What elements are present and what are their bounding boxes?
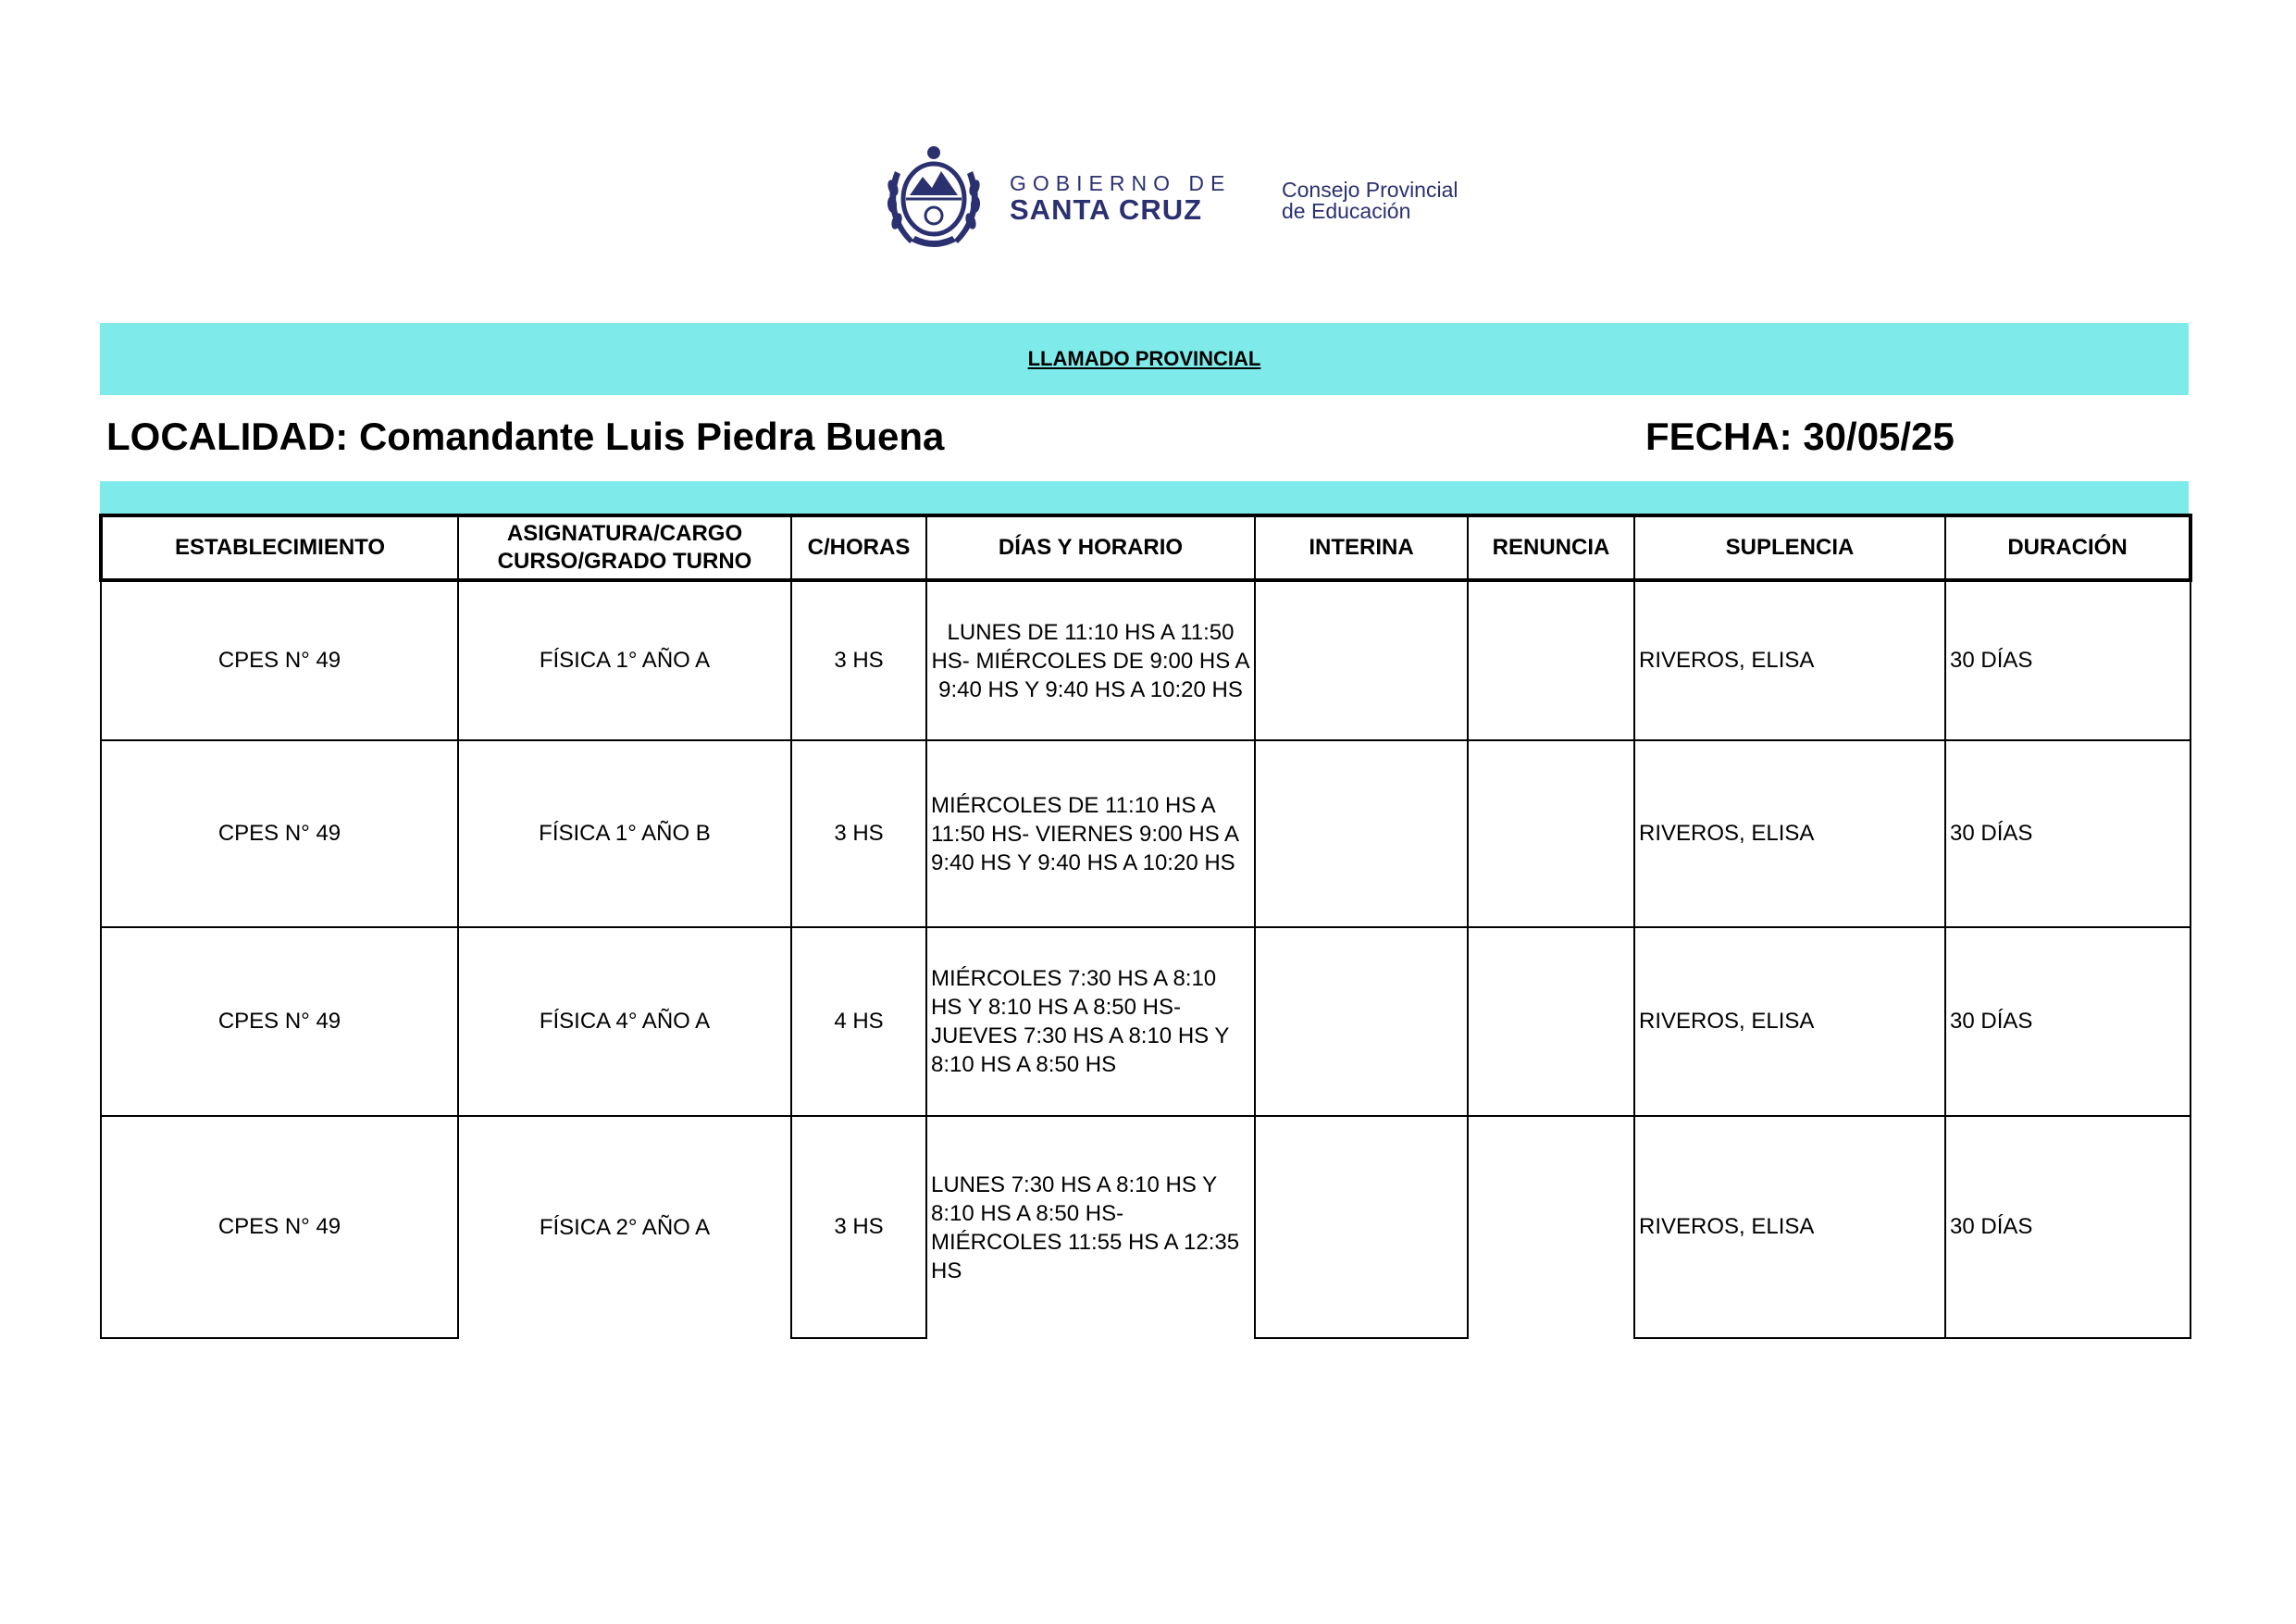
cell-renuncia [1468, 580, 1634, 740]
provincial-seal-icon [884, 143, 984, 253]
cell-establecimiento: CPES N° 49 [101, 580, 458, 740]
title-banner [100, 323, 2189, 395]
col-header-renuncia: RENUNCIA [1468, 515, 1634, 580]
cell-duracion: 30 DÍAS [1945, 927, 2191, 1116]
fecha-heading: FECHA: 30/05/25 [1645, 415, 1955, 458]
cell-duracion: 30 DÍAS [1945, 1116, 2191, 1338]
localidad-heading: LOCALIDAD: Comandante Luis Piedra Buena [106, 415, 945, 458]
table-row [101, 580, 2191, 740]
gobierno-line2: SANTA CRUZ [1010, 193, 1203, 226]
cell-establecimiento: CPES N° 49 [101, 1116, 458, 1338]
cell-interina [1255, 1116, 1468, 1338]
cell-horas: 3 HS [791, 580, 926, 740]
banner-title: LLAMADO PROVINCIAL [1027, 347, 1261, 370]
consejo-line1: Consejo Provincial [1282, 178, 1458, 202]
cell-interina [1255, 740, 1468, 927]
cell-duracion: 30 DÍAS [1945, 740, 2191, 927]
cell-asignatura: FÍSICA 4° AÑO A [458, 927, 791, 1116]
col-header-duracion: DURACIÓN [1945, 515, 2191, 580]
table-row [101, 1116, 2191, 1338]
llamado-table [99, 514, 2192, 1339]
cell-horas: 3 HS [791, 1116, 926, 1338]
cell-dias: LUNES DE 11:10 HS A 11:50 HS- MIÉRCOLES DE 9:00 HS A 9:40 HS Y 9:40 HS A 10:20 HS [926, 580, 1255, 740]
cell-dias: MIÉRCOLES DE 11:10 HS A 11:50 HS- VIERNES 9:00 HS A 9:40 HS Y 9:40 HS A 10:20 HS [926, 740, 1255, 927]
col-header-interina: INTERINA [1255, 515, 1468, 580]
col-header-asignatura: ASIGNATURA/CARGO CURSO/GRADO TURNO [458, 515, 791, 580]
separator-band [100, 481, 2189, 514]
consejo-line2: de Educación [1282, 199, 1411, 223]
cell-duracion: 30 DÍAS [1945, 580, 2191, 740]
cell-interina [1255, 580, 1468, 740]
cell-establecimiento: CPES N° 49 [101, 927, 458, 1116]
table-row [101, 740, 2191, 927]
gobierno-line1: GOBIERNO DE [1010, 171, 1232, 195]
cell-interina [1255, 927, 1468, 1116]
col-header-dias: DÍAS Y HORARIO [926, 515, 1255, 580]
table-row [101, 927, 2191, 1116]
cell-renuncia [1468, 927, 1634, 1116]
cell-asignatura: FÍSICA 2° AÑO A [458, 1116, 791, 1338]
cell-suplencia: RIVEROS, ELISA [1634, 740, 1945, 927]
cell-suplencia: RIVEROS, ELISA [1634, 580, 1945, 740]
cell-horas: 4 HS [791, 927, 926, 1116]
col-header-establecimiento: ESTABLECIMIENTO [101, 515, 458, 580]
cell-dias: MIÉRCOLES 7:30 HS A 8:10 HS Y 8:10 HS A 8:50 HS- JUEVES 7:30 HS A 8:10 HS Y 8:10 HS A 8:50 HS [926, 927, 1255, 1116]
cell-establecimiento: CPES N° 49 [101, 740, 458, 927]
col-header-horas: C/HORAS [791, 515, 926, 580]
cell-suplencia: RIVEROS, ELISA [1634, 1116, 1945, 1338]
cell-suplencia: RIVEROS, ELISA [1634, 927, 1945, 1116]
cell-renuncia [1468, 740, 1634, 927]
cell-asignatura: FÍSICA 1° AÑO A [458, 580, 791, 740]
cell-asignatura: FÍSICA 1° AÑO B [458, 740, 791, 927]
table-header-row [101, 515, 2191, 580]
cell-renuncia [1468, 1116, 1634, 1338]
col-header-suplencia: SUPLENCIA [1634, 515, 1945, 580]
cell-dias: LUNES 7:30 HS A 8:10 HS Y 8:10 HS A 8:50 HS- MIÉRCOLES 11:55 HS A 12:35 HS [926, 1116, 1255, 1338]
cell-horas: 3 HS [791, 740, 926, 927]
